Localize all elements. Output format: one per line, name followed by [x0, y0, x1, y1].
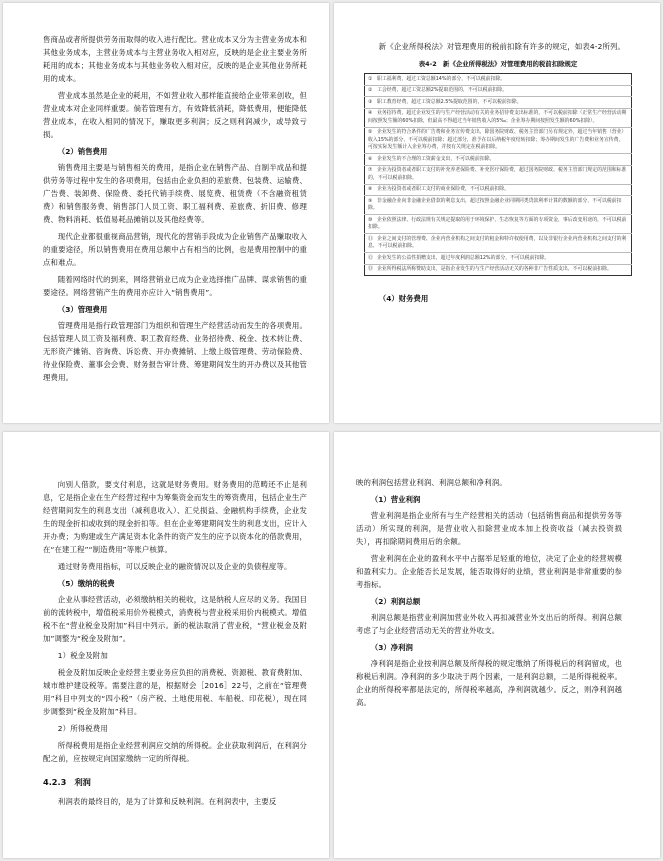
table-cell [365, 253, 632, 265]
book-page-top-left [3, 3, 329, 423]
book-page-bottom-right [334, 432, 660, 858]
table-row [365, 85, 632, 97]
section-heading: （2）利润总额 [370, 597, 421, 606]
row-number: ① [368, 75, 373, 82]
body-paragraph: 向别人借款，要支付利息，这就是财务费用。财务费用的范畴还不止是利息，它是指企业在生产经营过程中为筹集资金而发生的筹资费用，包括企业生产经营期间发生的利息支出（减利息收入）、汇兑损益、金融机构手续费，企业发生的现金折扣或收到的现金折扣等。但在企业筹建期间发生的利息支出，应计入开办费；为购建或生产满足资本化条件的资产发生的应予以资本化的借款费用，在“在建工程”“制造费用”等账户核算。 [43, 480, 307, 554]
book-page-top-right [334, 3, 660, 423]
table-row [365, 97, 632, 109]
body-paragraph: 营业利润在企业的盈利水平中占据举足轻重的地位，决定了企业的经营规模和盈利实力。企业能否长足发展，能否取得好的业绩，营业利润是非常重要的参考指标。 [356, 554, 622, 589]
table-cell [365, 165, 632, 184]
body-paragraph: 管理费用是指行政管理部门为组织和管理生产经营活动而发生的各项费用。包括管理人员工资及福利费、职工教育经费、业务招待费、税金、技术转让费、无形资产摊销、咨询费、诉讼费、开办费摊销、上缴上级管理费、劳动保险费、待业保险费、董事会会费、财务报告审计费、筹建期间发生的开办费以及其他管理费用。 [43, 321, 307, 382]
table-cell [365, 154, 632, 166]
table-cell [365, 85, 632, 97]
table-row [365, 74, 632, 86]
body-paragraph: 随着网络时代的到来，网络营销业已成为企业选择推广品牌、谋求销售的重要途径。网络营销产生的费用亦应计入“销售费用”。 [43, 275, 307, 297]
body-paragraph: 通过财务费用指标，可以反映企业的融资情况以及企业的负债程度等。 [57, 562, 292, 571]
row-text: 工会经费，超过工资总额2%提取范围的，不可以税前扣除。 [377, 87, 508, 93]
body-paragraph: 营业成本虽然是企业的耗用，不如营业收入那样能直接给企业带来创收，但营业成本对企业同样重要。倘若管理有方，有效降低消耗，降低费用，便能降低营业成本，在收入相同的情况下，赚取更多利润；反之则利润减少，或导致亏损。 [43, 91, 307, 139]
table-row [365, 184, 632, 196]
body-paragraph: 净利润是指企业按利润总额及所得税的规定缴纳了所得税后的利润留成，也称税后利润。净利润的多少取决于两个因素，一是利润总额，二是所得税税率。企业的所得税率都是法定的，所得税率越高，净利润就越少。反之，则净利润越高。 [356, 659, 622, 707]
body-paragraph: 利润表的最终目的，是为了计算和反映利润。在利润表中，主要反 [57, 797, 277, 806]
table-row [365, 196, 632, 215]
table-cell [365, 108, 632, 127]
body-paragraph: 2）所得税费用 [57, 724, 108, 733]
row-number: ⑥ [368, 155, 373, 162]
body-paragraph: 1）税金及附加 [57, 651, 108, 660]
body-paragraph: 营业利润是指企业所有与生产经营相关的活动（包括销售商品和提供劳务等活动）所实现的利润，是营业收入扣除营业成本加上投资收益（减去投资损失），再扣除期间费用后的余额。 [356, 511, 622, 546]
table-row [365, 165, 632, 184]
body-paragraph: 销售费用主要是与销售相关的费用，是指企业在销售产品、自制半成品和提供劳务等过程中发生的各项费用，包括由企业负担的差旅费、包装费、运输费、广告费、装卸费、保险费、委托代销手续费、展览费、租赁费（不含融资租赁费）和销售服务费、销售部门人员工资、职工福利费、差旅费、折旧费、修理费、物料消耗、低值易耗品摊销以及其他经费等。 [43, 163, 307, 224]
body-paragraph: 售商品或者所提供劳务而取得的收入进行配比。营业成本又分为主营业务成本和其他业务成本，主营业务成本与主营业务收入相对应，反映的是企业主要业务所耗用的成本；其他业务成本与其他业务收入相对应，反映的是企业其他业务所耗用的成本。 [43, 35, 307, 83]
row-text: 职工教育经费，超过工资总额2.5%提取范围的，不可以税前扣除。 [377, 98, 522, 105]
body-paragraph: 利润总额是指营业利润加营业外收入再扣减营业外支出后的所得。利润总额考虑了与企业经营活动无关的营业外收支。 [356, 613, 622, 635]
row-number: ⑤ [368, 129, 373, 135]
deduction-rules-table [364, 73, 632, 276]
page-body [43, 478, 307, 812]
row-text: 职工福利费，超过工资总额14%的部分，不可以税前扣除。 [377, 75, 506, 82]
table-intro-paragraph: 新《企业所得税法》对管理费用的税前扣除有许多的规定，如表4-2所列。 [378, 42, 626, 51]
table-cell [365, 127, 632, 154]
section-heading: （3）净利润 [370, 643, 413, 652]
section-heading-financial-expense: （4）财务费用 [378, 294, 429, 303]
row-number: ⑩ [368, 216, 373, 223]
row-number: ② [368, 87, 373, 93]
section-heading: （5）缴纳的税费 [57, 579, 115, 588]
page-body [364, 40, 632, 308]
table-row [365, 253, 632, 265]
body-paragraph: 映的利润包括营业利润、利润总额和净利润。 [356, 478, 507, 487]
table-cell [365, 74, 632, 86]
row-number: ⑪ [368, 235, 373, 242]
body-paragraph: 所得税费用是指企业经营利润应交纳的所得税。企业获取利润后，在利润分配之前，应按规定向国家缴纳一定的所得税。 [43, 741, 307, 763]
body-paragraph: 现代企业都很重视商品营销，现代化的营销手段成为企业销售产品赚取收入的重要途径，所以销售费用在费用总额中占有相当的比例，也是费用控制中的重点和难点。 [43, 232, 307, 267]
table-cell [365, 184, 632, 196]
row-text: 企业为投资者或者职工支付的商业保险费，不可以税前扣除。 [377, 186, 510, 192]
row-number: ⑫ [368, 254, 373, 261]
table-cell [365, 97, 632, 109]
table-row [365, 264, 632, 276]
book-page-bottom-left [3, 432, 329, 858]
table-body [365, 74, 632, 276]
table-row [365, 234, 632, 253]
row-number: ⑧ [368, 186, 373, 192]
row-text: 企业发生的不合理的工资薪金支出，不可以税前扣除。 [377, 155, 495, 162]
row-number: ⑦ [368, 167, 373, 173]
section-heading: （2）销售费用 [57, 147, 108, 156]
row-text: 企业依照法律、行政法规有关规定提取的用于环境保护、生态恢复等方面的专项资金，事后改变用途的，不可以税前扣除。 [368, 216, 627, 230]
section-heading: （3）管理费用 [57, 305, 108, 314]
row-text: 企业为投资者或者职工支付的补充养老保险费、补充医疗保险费，超过国务院财政、税务主管部门规定的范围和标准的，不可以税前扣除。 [368, 167, 627, 181]
table-cell [365, 196, 632, 215]
page-body [356, 476, 622, 713]
table-row [365, 127, 632, 154]
row-number: ③ [368, 98, 373, 105]
table-cell [365, 215, 632, 234]
row-number: ⑨ [368, 197, 373, 204]
row-text: 企业发生的符合条件的广告费和业务宣传费支出，除国务院财政、税务主管部门另有规定外，超过当年销售（营业）收入15%的部分，不可以税前扣除；超过部分，准予在以后纳税年度结转扣除；筹办期间发生的广告费和业务宣传费，可按实际发生额计入企业筹办费，并按有关规定在税前扣除。 [368, 129, 627, 150]
table-caption: 表4-2 新《企业所得税法》对管理费用的税前扣除规定 [418, 60, 578, 68]
row-number: ④ [368, 110, 373, 116]
subsection-heading: 4.2.3 利润 [43, 777, 91, 787]
table-cell [365, 264, 632, 276]
row-number: ⑬ [368, 266, 373, 272]
row-text: 企业所得税法所称赞助支出，是指企业发生的与生产经营活动无关的各种非广告性质支出，不可以税前扣除。 [377, 266, 612, 272]
row-text: 业务招待费，超过企业发生的与生产经营活动有关的业务招待费支出标准的，不可以税前扣除（正常生产经营活动期间按照发生额的60%扣除，但最高不得超过当年销售收入的5‰；企业筹办期间按照发生额的60%扣除）。 [368, 110, 627, 124]
row-text: 企业发生的公益性捐赠支出，超过年度利润总额12%的部分，不可以税前扣除。 [377, 254, 550, 261]
body-paragraph: 企业从事经营活动，必须缴纳相关的税收，这是纳税人应尽的义务。我国目前的流转税中，增值税采用价外税模式，消费税与营业税采用价内税模式。增值税不在“营业税金及附加”科目中列示。新的税法取消了营业税，“营业税金及附加”调整为“税金及附加”。 [43, 595, 307, 643]
row-text: 非金融企业向非金融企业借款的利息支出，超过按照金融企业同期同类贷款利率计算的数额的部分，不可以税前扣除。 [368, 197, 622, 211]
table-row [365, 154, 632, 166]
section-heading: （1）营业利润 [370, 495, 421, 504]
body-paragraph: 税金及附加反映企业经营主要业务应负担的消费税、资源税、教育费附加、城市维护建设税等。需要注意的是，根据财会［2016］22号，之前在“管理费用”科目中列支的“四小税”（房产税、土地使用税、车船税、印花税），现在同步调整到“税金及附加”科目。 [43, 668, 307, 716]
table-cell [365, 234, 632, 253]
page-body [43, 33, 307, 388]
table-row [365, 215, 632, 234]
row-text: 企业之间支付的管理费、企业内营业机构之间支付的租金和特许权使用费，以及非银行企业内营业机构之间支付的利息，不可以税前扣除。 [368, 235, 627, 249]
table-row [365, 108, 632, 127]
